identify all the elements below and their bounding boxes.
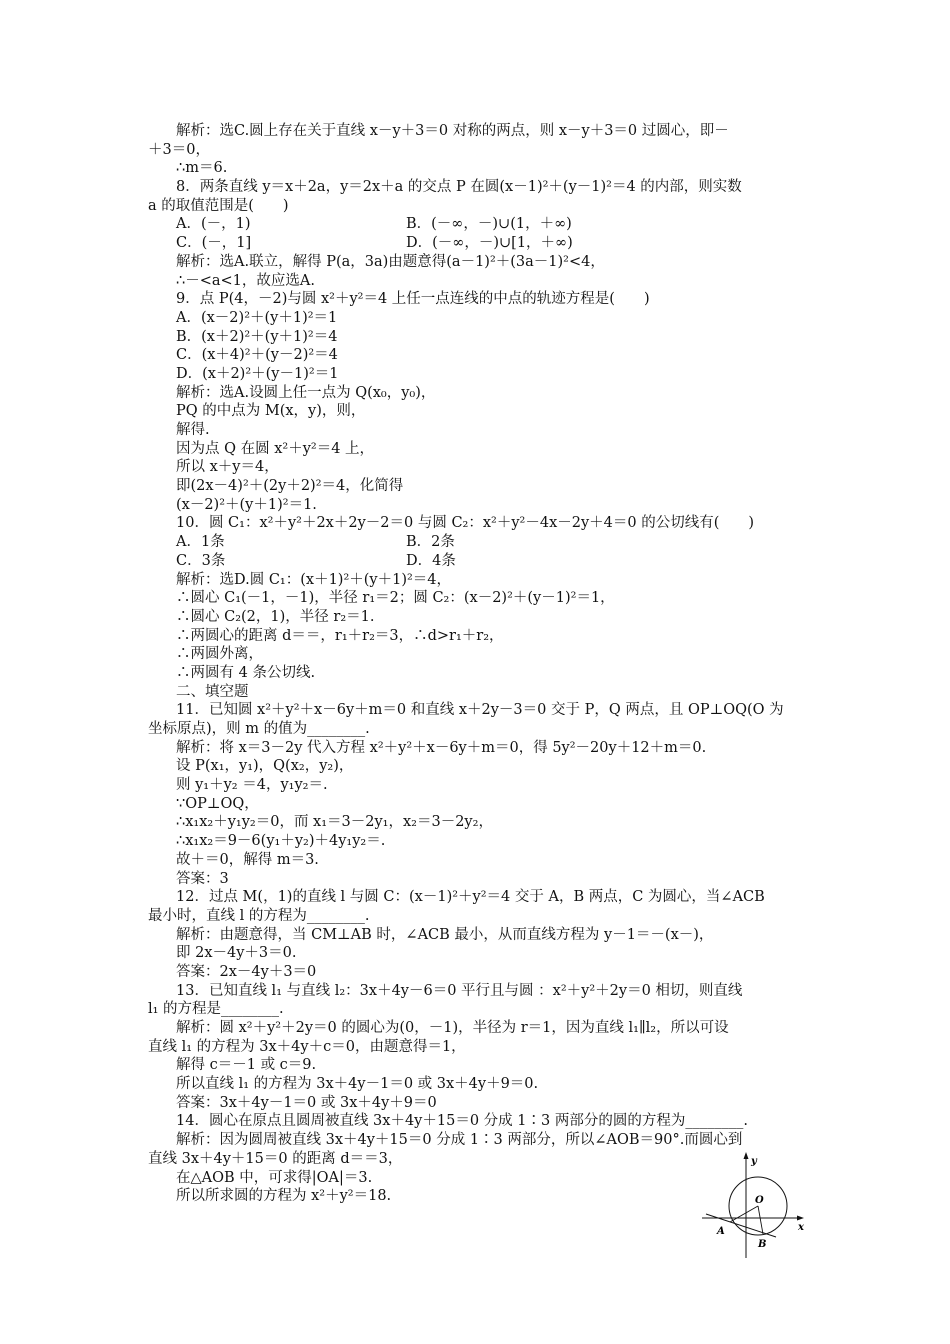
text-line: 最小时，直线 l 的方程为________.	[148, 907, 370, 924]
text-line: D．(x＋2)²＋(y－1)²＝1	[176, 365, 339, 382]
radius-ob	[758, 1206, 763, 1234]
point-a-label: A	[717, 1226, 725, 1237]
text-line: 14．圆心在原点且圆周被直线 3x＋4y＋15＝0 分成 1∶3 两部分的圆的方程为________.	[176, 1113, 748, 1130]
text-line: ∴两圆有 4 条公切线.	[176, 664, 316, 681]
text-line: 则 y₁＋y₂ ＝4，y₁y₂＝.	[176, 777, 328, 794]
point-b-label: B	[758, 1239, 767, 1250]
text-line: 9．点 P(4，－2)与圆 x²＋y²＝4 上任一点连线的中点的轨迹方程是( )	[176, 291, 650, 308]
text-line: 解析：因为圆周被直线 3x＋4y＋15＝0 分成 1∶3 两部分，所以∠AOB＝90°.而圆心到	[176, 1132, 743, 1149]
text-line: 解得 c＝－1 或 c＝9.	[176, 1057, 317, 1074]
text-line: 解析：圆 x²＋y²＋2y＝0 的圆心为(0，－1)，半径为 r＝1，因为直线 l₁∥l₂，所以可设	[176, 1020, 729, 1036]
text-line: 所以直线 l₁ 的方程为 3x＋4y－1＝0 或 3x＋4y＋9＝0.	[176, 1076, 539, 1093]
text-line: 因为点 Q 在圆 x²＋y²＝4 上，	[176, 440, 375, 457]
text-line	[148, 215, 813, 234]
text-line: 解得.	[176, 422, 210, 438]
text-line: ∴圆心 C₁(－1，－1)，半径 r₁＝2；圆 C₂：(x－2)²＋(y－1)²＝1，	[176, 590, 615, 607]
option-left: C．(－，1]	[176, 235, 252, 252]
origin-label: O	[755, 1195, 764, 1206]
text-line: ∴两圆心的距离 d＝＝，r₁＋r₂＝3，∴d>r₁＋r₂，	[176, 627, 504, 644]
text-line: 12．过点 M(，1)的直线 l 与圆 C：(x－1)²＋y²＝4 交于 A，B 两点，C 为圆心，当∠ACB	[176, 889, 765, 906]
text-line: ∴两圆外离，	[176, 646, 263, 663]
x-axis-label: x	[798, 1222, 804, 1233]
text-line: 答案：2x－4y＋3＝0	[176, 963, 317, 980]
text-line: 故＋＝0，解得 m＝3.	[176, 851, 319, 868]
text-line: 二、填空题	[176, 683, 249, 700]
text-line: PQ 的中点为 M(x，y)，则，	[176, 403, 366, 420]
text-line: 解析：由题意得，当 CM⊥AB 时，∠ACB 最小，从而直线方程为 y－1＝－(x－)，	[176, 926, 714, 943]
option-left: A．(－，1)	[176, 216, 251, 233]
text-line	[148, 552, 813, 571]
circle-figure	[700, 1150, 815, 1260]
text-line: ＋3＝0，	[148, 141, 210, 158]
y-axis-arrow	[744, 1152, 749, 1159]
text-line	[148, 234, 813, 253]
text-line: 解析：选A.设圆上任一点为 Q(x₀，y₀)，	[176, 384, 436, 401]
option-right: B．(－∞，－)∪(1，＋∞)	[406, 216, 572, 233]
radius-oa	[730, 1206, 758, 1222]
y-axis-label: y	[751, 1156, 757, 1167]
text-line: 直线 3x＋4y＋15＝0 的距离 d＝＝3，	[148, 1150, 403, 1167]
text-line: 13．已知直线 l₁ 与直线 l₂：3x＋4y－6＝0 平行且与圆 ：x²＋y²＋2y＝0 相切，则直线	[176, 982, 743, 999]
text-line	[148, 533, 813, 552]
option-right: D．(－∞，－)∪[1，＋∞)	[406, 235, 573, 252]
text-line: 解析：选D.圆 C₁：(x＋1)²＋(y＋1)²＝4，	[176, 571, 452, 588]
text-line: 8．两条直线 y＝x＋2a，y＝2x＋a 的交点 P 在圆(x－1)²＋(y－1)²＝4 的内部，则实数	[176, 179, 742, 196]
text-line: ∴圆心 C₂(2，1)，半径 r₂＝1.	[176, 608, 375, 625]
text-line: 10．圆 C₁：x²＋y²＋2x＋2y－2＝0 与圆 C₂：x²＋y²－4x－2y＋4＝0 的公切线有( )	[176, 515, 755, 532]
text-line: 解析：将 x＝3－2y 代入方程 x²＋y²＋x－6y＋m＝0，得 5y²－20y＋12＋m＝0.	[176, 739, 707, 756]
text-line: 在△AOB 中，可求得|OA|＝3.	[176, 1169, 373, 1186]
solution-text	[148, 122, 813, 1206]
option-right: B．2条	[406, 534, 455, 551]
text-line: 所以所求圆的方程为 x²＋y²＝18.	[176, 1188, 392, 1205]
option-right: D．4条	[406, 552, 456, 569]
text-line: ∴x₁x₂＋y₁y₂＝0，而 x₁＝3－2y₁，x₂＝3－2y₂，	[176, 814, 493, 831]
text-line: 答案：3	[176, 870, 229, 887]
text-line: ∴x₁x₂＝9－6(y₁＋y₂)＋4y₁y₂＝.	[176, 833, 386, 850]
option-left: A．1条	[176, 534, 225, 551]
text-line: 坐标原点)，则 m 的值为________.	[148, 721, 370, 737]
text-line: 设 P(x₁，y₁)，Q(x₂，y₂)，	[176, 758, 354, 775]
text-line: l₁ 的方程是________.	[148, 1001, 284, 1018]
option-left: C．3条	[176, 552, 226, 569]
text-line: 直线 l₁ 的方程为 3x＋4y＋c＝0，由题意得＝1，	[148, 1038, 466, 1055]
text-line: 即 2x－4y＋3＝0.	[176, 945, 297, 962]
text-line: a 的取值范围是( )	[148, 197, 289, 214]
text-line: B．(x＋2)²＋(y＋1)²＝4	[176, 328, 338, 345]
text-line: 11．已知圆 x²＋y²＋x－6y＋m＝0 和直线 x＋2y－3＝0 交于 P，Q 两点，且 OP⊥OQ(O 为	[176, 702, 784, 719]
text-line: 即(2x－4)²＋(2y＋2)²＝4，化简得	[176, 478, 404, 495]
text-line: ∵OP⊥OQ，	[176, 795, 259, 812]
text-line: (x－2)²＋(y＋1)²＝1.	[176, 496, 317, 513]
text-line: 解析：选A.联立，解得 P(a，3a)由题意得(a－1)²＋(3a－1)²<4，	[176, 253, 605, 270]
text-line: 答案：3x＋4y－1＝0 或 3x＋4y＋9＝0	[176, 1094, 437, 1111]
text-line: ∴－<a<1，故应选A.	[176, 272, 315, 289]
text-line: 解析：选C.圆上存在关于直线 x－y＋3＝0 对称的两点，则 x－y＋3＝0 过圆心，即－	[176, 123, 729, 139]
text-line: ∴m＝6.	[176, 160, 228, 177]
text-line: C．(x＋4)²＋(y－2)²＝4	[176, 347, 338, 364]
text-line: A．(x－2)²＋(y＋1)²＝1	[176, 309, 338, 326]
x-axis-arrow	[797, 1216, 804, 1221]
text-line: 所以 x＋y＝4，	[176, 459, 279, 476]
